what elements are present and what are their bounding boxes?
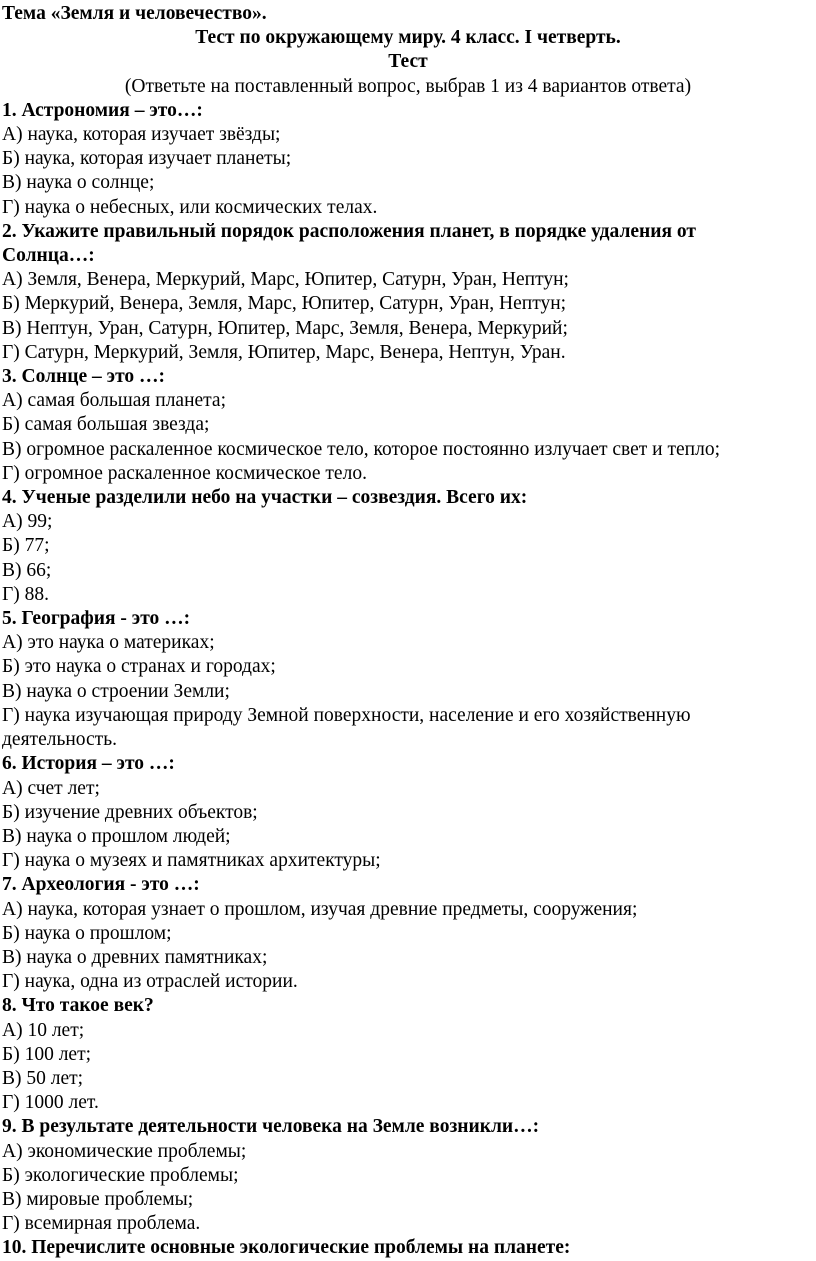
question-1-option-4: Г) наука о небесных, или космических телах. xyxy=(2,196,378,218)
question-1-option-2: Б) наука, которая изучает планеты; xyxy=(2,148,292,170)
question-9: 9. В результате деятельности человека на Земле возникли…: xyxy=(2,1116,540,1138)
question-6-option-1: А) счет лет; xyxy=(2,777,100,799)
question-8-option-3: В) 50 лет; xyxy=(2,1067,84,1089)
question-7-option-2: Б) наука о прошлом; xyxy=(2,922,172,944)
question-9-option-3: В) мировые проблемы; xyxy=(2,1188,194,1210)
question-5-option-2: Б) это наука о странах и городах; xyxy=(2,656,276,678)
question-1-option-1: А) наука, которая изучает звёзды; xyxy=(2,124,281,146)
question-3-option-2: Б) самая большая звезда; xyxy=(2,414,210,436)
question-1: 1. Астрономия – это…: xyxy=(2,99,203,121)
test-title: Тест по окружающему миру. 4 класс. I четверть. xyxy=(195,27,621,49)
question-4: 4. Ученые разделили небо на участки – созвездия. Всего их: xyxy=(2,487,528,509)
question-3-option-4: Г) огромное раскаленное космическое тело. xyxy=(2,462,367,484)
question-6-option-4: Г) наука о музеях и памятниках архитектуры; xyxy=(2,850,381,872)
question-5-option-4: Г) наука изучающая природу Земной поверхности, население и его хозяйственную деятельность. xyxy=(2,704,691,751)
question-10: 10. Перечислите основные экологические проблемы на планете: xyxy=(2,1237,571,1259)
question-4-option-4: Г) 88. xyxy=(2,583,50,605)
question-3-option-1: А) самая большая планета; xyxy=(2,390,227,412)
topic-line: Тема «Земля и человечество». xyxy=(2,3,267,24)
question-7-option-1: А) наука, которая узнает о прошлом, изучая древние предметы, сооружения; xyxy=(2,898,638,920)
question-8-option-1: А) 10 лет; xyxy=(2,1019,85,1041)
question-9-option-4: Г) всемирная проблема. xyxy=(2,1213,201,1235)
question-4-option-1: А) 99; xyxy=(2,511,53,533)
question-9-option-2: Б) экологические проблемы; xyxy=(2,1164,239,1186)
question-2-option-3: В) Нептун, Уран, Сатурн, Юпитер, Марс, Земля, Венера, Меркурий; xyxy=(2,317,568,339)
question-6-option-2: Б) изучение древних объектов; xyxy=(2,801,258,823)
question-1-option-3: В) наука о солнце; xyxy=(2,172,155,194)
question-5: 5. География - это …: xyxy=(2,608,191,630)
question-2-option-2: Б) Меркурий, Венера, Земля, Марс, Юпитер, Сатурн, Уран, Нептун; xyxy=(2,293,567,315)
question-9-option-1: А) экономические проблемы; xyxy=(2,1140,247,1162)
question-6-option-3: В) наука о прошлом людей; xyxy=(2,825,231,847)
question-8-option-2: Б) 100 лет; xyxy=(2,1043,92,1065)
question-7: 7. Археология - это …: xyxy=(2,874,200,896)
question-2: 2. Укажите правильный порядок расположения планет, в порядке удаления от Солнца…: xyxy=(2,220,697,267)
question-list xyxy=(2,99,816,1261)
question-5-option-1: А) это наука о материках; xyxy=(2,632,215,654)
question-3: 3. Солнце – это …: xyxy=(2,366,166,388)
instruction-line: (Ответьте на поставленный вопрос, выбрав 1 из 4 вариантов ответа) xyxy=(124,75,692,97)
question-2-option-1: А) Земля, Венера, Меркурий, Марс, Юпитер, Сатурн, Уран, Нептун; xyxy=(2,269,569,291)
question-4-option-3: В) 66; xyxy=(2,559,52,581)
question-3-option-3: В) огромное раскаленное космическое тело, которое постоянно излучает свет и тепло; xyxy=(2,438,720,460)
question-5-option-3: В) наука о строении Земли; xyxy=(2,680,230,702)
question-4-option-2: Б) 77; xyxy=(2,535,50,557)
question-8: 8. Что такое век? xyxy=(2,995,154,1017)
question-7-option-4: Г) наука, одна из отраслей истории. xyxy=(2,971,298,993)
question-6: 6. История – это …: xyxy=(2,753,175,775)
question-2-option-4: Г) Сатурн, Меркурий, Земля, Юпитер, Марс, Венера, Нептун, Уран. xyxy=(2,341,566,363)
test-subtitle: Тест xyxy=(388,51,428,73)
question-7-option-3: В) наука о древних памятниках; xyxy=(2,946,268,968)
question-8-option-4: Г) 1000 лет. xyxy=(2,1092,99,1114)
